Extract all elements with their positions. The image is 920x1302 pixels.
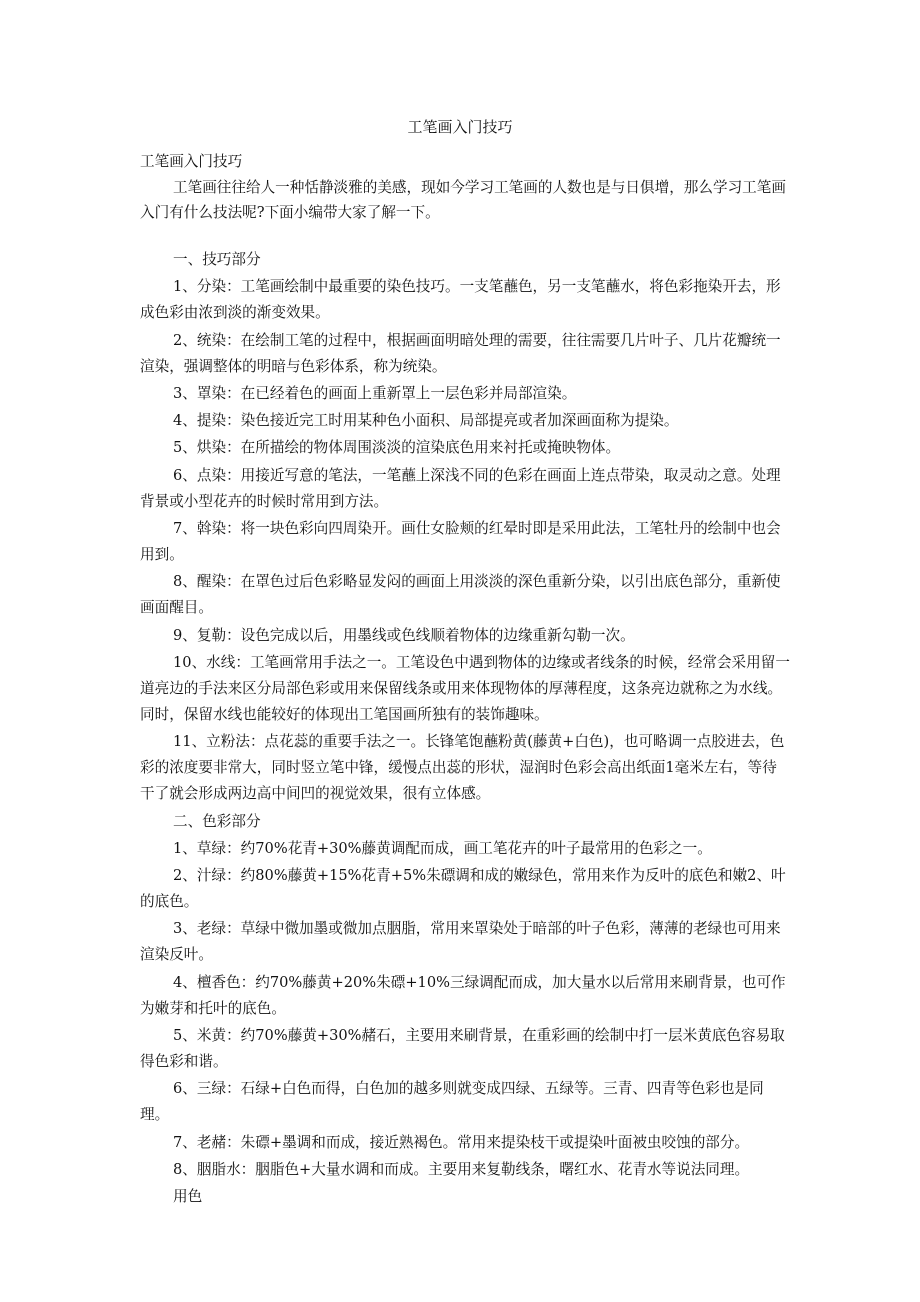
paragraph: 3、罩染：在已经着色的画面上重新罩上一层色彩并局部渲染。 <box>173 384 577 402</box>
paragraph: 4、檀香色：约70%藤黄+20%朱磦+10%三绿调配而成，加大量水以后常用来刷背景，也可作为嫩芽和托叶的底色。 <box>140 973 786 1017</box>
paragraph: 1、草绿：约70%花青+30%藤黄调配而成，画工笔花卉的叶子最常用的色彩之一。 <box>173 839 712 857</box>
paragraph: 2、统染：在绘制工笔的过程中，根据画面明暗处理的需要，往往需要几片叶子、几片花瓣统一渲染，强调整体的明暗与色彩体系，称为统染。 <box>140 331 781 375</box>
paragraph: 2、汁绿：约80%藤黄+15%花青+5%朱磦调和成的嫩绿色，常用来作为反叶的底色和嫩2、叶的底色。 <box>140 867 786 911</box>
paragraph: 9、复勒：设色完成以后，用墨线或色线顺着物体的边缘重新勾勒一次。 <box>173 626 635 644</box>
paragraph: 7、斡染：将一块色彩向四周染开。画仕女脸颊的红晕时即是采用此法，工笔牡丹的绘制中也会用到。 <box>140 520 781 564</box>
paragraph: 5、米黄：约70%藤黄+30%赭石，主要用来刷背景，在重彩画的绘制中打一层米黄底色容易取得色彩和谐。 <box>140 1027 785 1071</box>
paragraph: 3、老绿：草绿中微加墨或微加点胭脂，常用来罩染处于暗部的叶子色彩，薄薄的老绿也可用来渲染反叶。 <box>140 920 781 964</box>
subtitle: 工笔画入门技巧 <box>140 153 243 170</box>
paragraph: 4、提染：染色接近完工时用某种色小面积、局部提亮或者加深画面称为提染。 <box>173 412 679 430</box>
section-heading-colors: 二、色彩部分 <box>173 812 261 830</box>
intro-paragraph: 工笔画往往给人一种恬静淡雅的美感，现如今学习工笔画的人数也是与日俱增，那么学习工笔画入门有什么技法呢?下面小编带大家了解一下。 <box>140 179 786 221</box>
paragraph: 7、老赭：朱磦+墨调和而成，接近熟褐色。常用来提染枝干或提染叶面被虫咬蚀的部分。 <box>173 1133 750 1151</box>
document-body <box>140 150 790 1210</box>
paragraph: 6、点染：用接近写意的笔法，一笔蘸上深浅不同的色彩在画面上连点带染，取灵动之意。处理背景或小型花卉的时候时常用到方法。 <box>140 466 781 510</box>
paragraph: 8、胭脂水：胭脂色+大量水调和而成。主要用来复勒线条，曙红水、花青水等说法同理。 <box>173 1160 750 1178</box>
paragraph: 6、三绿：石绿+白色而得，白色加的越多则就变成四绿、五绿等。三青、四青等色彩也是同理。 <box>140 1080 764 1124</box>
paragraph: 1、分染：工笔画绘制中最重要的染色技巧。一支笔蘸色，另一支笔蘸水，将色彩拖染开去，形成色彩由浓到淡的渐变效果。 <box>140 278 781 322</box>
page-title: 工笔画入门技巧 <box>407 118 513 136</box>
paragraph: 5、烘染：在所描绘的物体周围淡淡的渲染底色用来衬托或掩映物体。 <box>173 439 621 457</box>
trailing-text: 用色 <box>173 1188 203 1206</box>
paragraph: 11、立粉法：点花蕊的重要手法之一。长锋笔饱蘸粉黄(藤黄+白色)，也可略调一点胶进去，色彩的浓度要非常大，同时竖立笔中锋，缓慢点出蕊的形状，湿润时色彩会高出纸面1毫米左右，等待干了就会形成两边高中间凹的视觉效果，很有立体感。 <box>140 733 785 803</box>
paragraph: 10、水线：工笔画常用手法之一。工笔设色中遇到物体的边缘或者线条的时候，经常会采用留一道亮边的手法来区分局部色彩或用来保留线条或用来体现物体的厚薄程度，这条亮边就称之为水线。同时，保留水线也能较好的体现出工笔国画所独有的装饰趣味。 <box>140 653 790 723</box>
blank-line <box>140 225 790 247</box>
section-heading-techniques: 一、技巧部分 <box>173 251 261 268</box>
paragraph: 8、醒染：在罩色过后色彩略显发闷的画面上用淡淡的深色重新分染，以引出底色部分，重新使画面醒目。 <box>140 573 781 617</box>
